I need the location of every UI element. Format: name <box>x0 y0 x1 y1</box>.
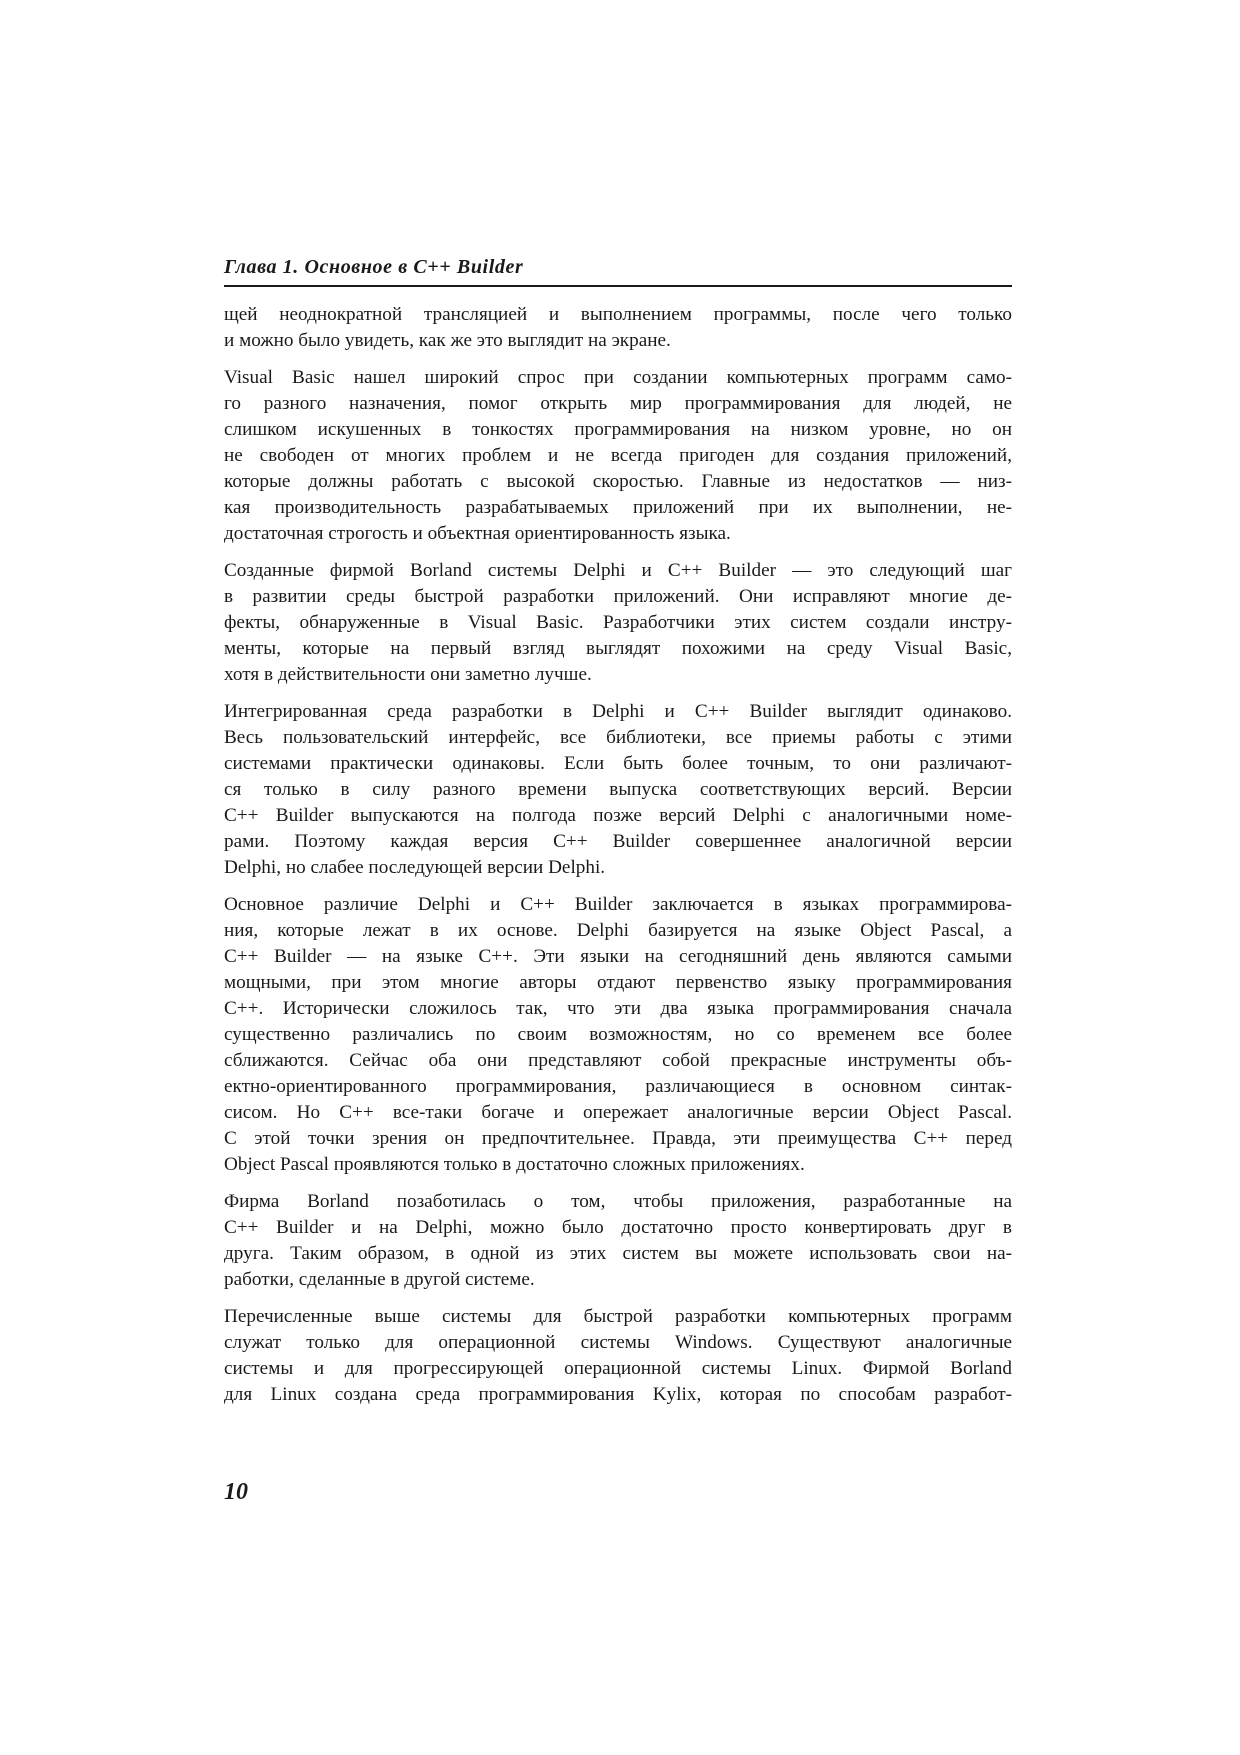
text-line: сисом. Но C++ все-таки богаче и опережает аналогичные версии Object Pascal. <box>224 1102 1012 1123</box>
text-line: для Linux создана среда программирования Kylix, которая по способам разработ- <box>224 1384 1012 1405</box>
text-line: мощными, при этом многие авторы отдают первенство языку программирования <box>224 972 1012 993</box>
text-line: Интегрированная среда разработки в Delphi и C++ Builder выглядит одинаково. <box>224 701 1012 722</box>
text-line: сближаются. Сейчас оба они представляют собой прекрасные инструменты объ- <box>224 1050 1012 1071</box>
text-line: С этой точки зрения он предпочтительнее. Правда, эти преимущества C++ перед <box>224 1128 1012 1149</box>
paragraph <box>224 365 1012 547</box>
text-line: которые должны работать с высокой скоростью. Главные из недостатков — низ- <box>224 471 1012 492</box>
text-line: менты, которые на первый взгляд выглядят похожими на среду Visual Basic, <box>224 638 1012 659</box>
text-line: не свободен от многих проблем и не всегда пригоден для создания приложений, <box>224 445 1012 466</box>
page-number: 10 <box>224 1479 248 1505</box>
text-line: работки, сделанные в другой системе. <box>224 1269 535 1290</box>
header-rule <box>224 285 1012 287</box>
text-line: существенно различались по своим возможностям, но со временем все более <box>224 1024 1012 1045</box>
text-line: Delphi, но слабее последующей версии Delphi. <box>224 857 606 878</box>
text-line: C++ Builder выпускаются на полгода позже версий Delphi с аналогичными номе- <box>224 805 1012 826</box>
text-line: го разного назначения, помог открыть мир программирования для людей, не <box>224 393 1012 414</box>
text-line: достаточная строгость и объектная ориентированность языка. <box>224 523 731 544</box>
paragraph <box>224 1304 1012 1408</box>
page-body <box>224 302 1012 1419</box>
text-line: друга. Таким образом, в одной из этих систем вы можете использовать свои на- <box>224 1243 1012 1264</box>
text-line: хотя в действительности они заметно лучше. <box>224 664 592 685</box>
text-line: кая производительность разрабатываемых приложений при их выполнении, не- <box>224 497 1012 518</box>
text-line: слишком искушенных в тонкостях программирования на низком уровне, но он <box>224 419 1012 440</box>
text-line: C++ Builder — на языке C++. Эти языки на сегодняшний день являются самыми <box>224 946 1012 967</box>
text-line: щей неоднократной трансляцией и выполнением программы, после чего только <box>224 304 1012 325</box>
text-line: Object Pascal проявляются только в достаточно сложных приложениях. <box>224 1154 805 1175</box>
text-line: в развитии среды быстрой разработки приложений. Они исправляют многие де- <box>224 586 1012 607</box>
text-line: Основное различие Delphi и C++ Builder заключается в языках программирова- <box>224 894 1012 915</box>
text-line: ния, которые лежат в их основе. Delphi базируется на языке Object Pascal, а <box>224 920 1012 941</box>
text-line: служат только для операционной системы Windows. Существуют аналогичные <box>224 1332 1012 1353</box>
text-line: C++. Исторически сложилось так, что эти два языка программирования сначала <box>224 998 1012 1019</box>
running-head-title: Глава 1. Основное в C++ Builder <box>224 256 524 278</box>
text-line: системами практически одинаковы. Если быть более точным, то они различают- <box>224 753 1012 774</box>
paragraph <box>224 558 1012 688</box>
text-line: системы и для прогрессирующей операционной системы Linux. Фирмой Borland <box>224 1358 1012 1379</box>
text-line: и можно было увидеть, как же это выглядит на экране. <box>224 330 671 351</box>
text-line: Весь пользовательский интерфейс, все библиотеки, все приемы работы с этими <box>224 727 1012 748</box>
paragraph <box>224 892 1012 1178</box>
text-line: фекты, обнаруженные в Visual Basic. Разработчики этих систем создали инстру- <box>224 612 1012 633</box>
text-line: Visual Basic нашел широкий спрос при создании компьютерных программ само- <box>224 367 1012 388</box>
text-line: ся только в силу разного времени выпуска соответствующих версий. Версии <box>224 779 1012 800</box>
text-line: Созданные фирмой Borland системы Delphi и C++ Builder — это следующий шаг <box>224 560 1012 581</box>
text-line: рами. Поэтому каждая версия C++ Builder совершеннее аналогичной версии <box>224 831 1012 852</box>
text-line: Перечисленные выше системы для быстрой разработки компьютерных программ <box>224 1306 1012 1327</box>
text-line: C++ Builder и на Delphi, можно было достаточно просто конвертировать друг в <box>224 1217 1012 1238</box>
paragraph <box>224 302 1012 354</box>
text-line: ектно-ориентированного программирования, различающиеся в основном синтак- <box>224 1076 1012 1097</box>
text-line: Фирма Borland позаботилась о том, чтобы приложения, разработанные на <box>224 1191 1012 1212</box>
paragraph <box>224 1189 1012 1293</box>
paragraph <box>224 699 1012 881</box>
